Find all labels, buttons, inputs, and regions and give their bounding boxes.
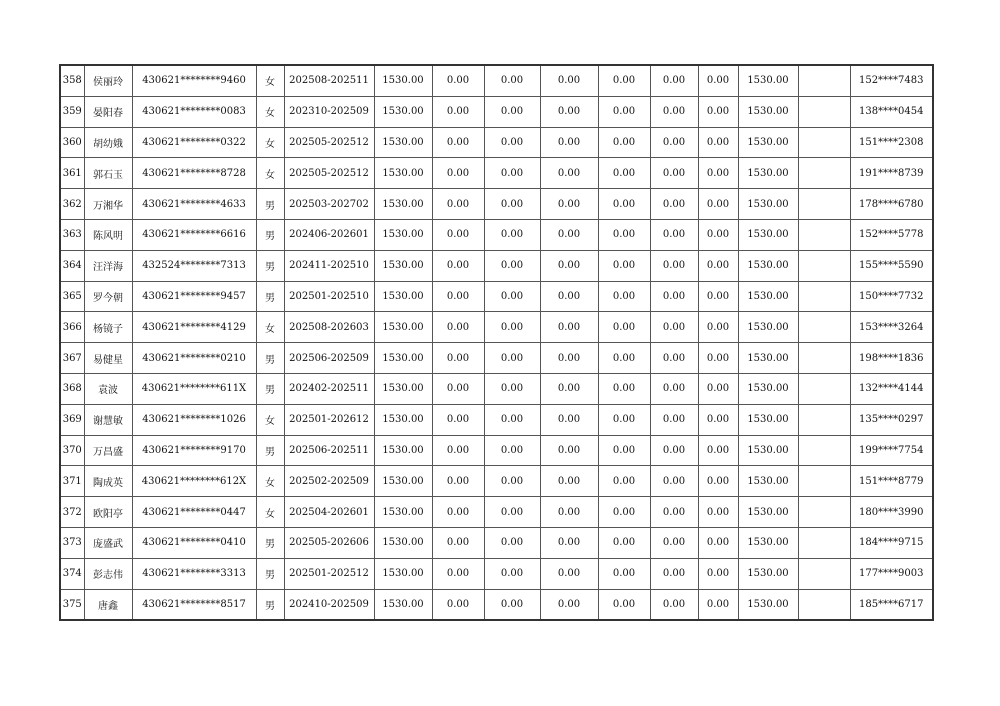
serial-number-cell: 364 [60,250,84,281]
note-cell [798,281,850,312]
value-cell-3: 0.00 [540,158,598,189]
period-cell: 202502-202509 [284,466,374,497]
period-cell: 202503-202702 [284,189,374,220]
value-cell-1: 0.00 [432,250,484,281]
note-cell [798,558,850,589]
value-cell-6: 0.00 [698,558,738,589]
table-row [60,497,933,528]
name-cell: 唐鑫 [84,589,132,620]
phone-cell: 198****1836 [850,343,933,374]
id-number-cell: 430621********0210 [132,343,256,374]
value-cell-1: 0.00 [432,527,484,558]
gender-cell: 男 [256,219,284,250]
value-cell-1: 0.00 [432,158,484,189]
period-cell: 202411-202510 [284,250,374,281]
note-cell [798,250,850,281]
phone-cell: 152****5778 [850,219,933,250]
total-cell: 1530.00 [738,189,798,220]
note-cell [798,466,850,497]
value-cell-2: 0.00 [484,373,540,404]
amount-cell: 1530.00 [374,127,432,158]
id-number-cell: 430621********611X [132,373,256,404]
amount-cell: 1530.00 [374,96,432,127]
value-cell-2: 0.00 [484,589,540,620]
value-cell-3: 0.00 [540,189,598,220]
value-cell-1: 0.00 [432,497,484,528]
name-cell: 万昌盛 [84,435,132,466]
serial-number-cell: 366 [60,312,84,343]
amount-cell: 1530.00 [374,158,432,189]
note-cell [798,373,850,404]
value-cell-5: 0.00 [650,189,698,220]
value-cell-3: 0.00 [540,343,598,374]
period-cell: 202508-202603 [284,312,374,343]
name-cell: 庞盛武 [84,527,132,558]
phone-cell: 155****5590 [850,250,933,281]
id-number-cell: 430621********6616 [132,219,256,250]
value-cell-1: 0.00 [432,127,484,158]
note-cell [798,343,850,374]
total-cell: 1530.00 [738,96,798,127]
value-cell-3: 0.00 [540,373,598,404]
subsidy-roster-table [59,64,934,621]
table-row [60,312,933,343]
value-cell-2: 0.00 [484,497,540,528]
phone-cell: 199****7754 [850,435,933,466]
value-cell-6: 0.00 [698,96,738,127]
value-cell-5: 0.00 [650,250,698,281]
total-cell: 1530.00 [738,527,798,558]
note-cell [798,158,850,189]
table-row [60,404,933,435]
value-cell-4: 0.00 [598,558,650,589]
gender-cell: 男 [256,527,284,558]
value-cell-1: 0.00 [432,281,484,312]
note-cell [798,65,850,96]
total-cell: 1530.00 [738,589,798,620]
phone-cell: 150****7732 [850,281,933,312]
amount-cell: 1530.00 [374,65,432,96]
value-cell-6: 0.00 [698,250,738,281]
period-cell: 202402-202511 [284,373,374,404]
value-cell-1: 0.00 [432,219,484,250]
value-cell-4: 0.00 [598,127,650,158]
amount-cell: 1530.00 [374,312,432,343]
value-cell-6: 0.00 [698,281,738,312]
value-cell-1: 0.00 [432,435,484,466]
value-cell-3: 0.00 [540,127,598,158]
amount-cell: 1530.00 [374,497,432,528]
table-row [60,343,933,374]
gender-cell: 女 [256,127,284,158]
value-cell-2: 0.00 [484,558,540,589]
id-number-cell: 430621********9170 [132,435,256,466]
gender-cell: 男 [256,250,284,281]
serial-number-cell: 361 [60,158,84,189]
value-cell-2: 0.00 [484,404,540,435]
id-number-cell: 430621********0322 [132,127,256,158]
name-cell: 万湘华 [84,189,132,220]
period-cell: 202501-202510 [284,281,374,312]
value-cell-1: 0.00 [432,466,484,497]
total-cell: 1530.00 [738,312,798,343]
value-cell-5: 0.00 [650,527,698,558]
name-cell: 袁波 [84,373,132,404]
table-row [60,466,933,497]
serial-number-cell: 359 [60,96,84,127]
value-cell-4: 0.00 [598,65,650,96]
value-cell-6: 0.00 [698,527,738,558]
value-cell-2: 0.00 [484,127,540,158]
id-number-cell: 430621********612X [132,466,256,497]
value-cell-2: 0.00 [484,96,540,127]
value-cell-4: 0.00 [598,466,650,497]
total-cell: 1530.00 [738,466,798,497]
name-cell: 胡幼娥 [84,127,132,158]
value-cell-1: 0.00 [432,589,484,620]
value-cell-2: 0.00 [484,312,540,343]
total-cell: 1530.00 [738,158,798,189]
note-cell [798,589,850,620]
amount-cell: 1530.00 [374,404,432,435]
table-row [60,373,933,404]
value-cell-2: 0.00 [484,527,540,558]
period-cell: 202504-202601 [284,497,374,528]
serial-number-cell: 373 [60,527,84,558]
value-cell-5: 0.00 [650,281,698,312]
phone-cell: 153****3264 [850,312,933,343]
total-cell: 1530.00 [738,373,798,404]
amount-cell: 1530.00 [374,589,432,620]
value-cell-1: 0.00 [432,343,484,374]
value-cell-4: 0.00 [598,189,650,220]
name-cell: 易健星 [84,343,132,374]
amount-cell: 1530.00 [374,558,432,589]
period-cell: 202505-202512 [284,158,374,189]
phone-cell: 178****6780 [850,189,933,220]
value-cell-4: 0.00 [598,250,650,281]
table-row [60,281,933,312]
value-cell-5: 0.00 [650,65,698,96]
value-cell-6: 0.00 [698,343,738,374]
note-cell [798,404,850,435]
table-row [60,250,933,281]
total-cell: 1530.00 [738,435,798,466]
note-cell [798,219,850,250]
value-cell-5: 0.00 [650,558,698,589]
period-cell: 202505-202512 [284,127,374,158]
total-cell: 1530.00 [738,65,798,96]
value-cell-2: 0.00 [484,435,540,466]
period-cell: 202508-202511 [284,65,374,96]
amount-cell: 1530.00 [374,435,432,466]
value-cell-1: 0.00 [432,65,484,96]
value-cell-4: 0.00 [598,219,650,250]
value-cell-4: 0.00 [598,343,650,374]
value-cell-5: 0.00 [650,127,698,158]
value-cell-4: 0.00 [598,435,650,466]
name-cell: 欧阳亭 [84,497,132,528]
amount-cell: 1530.00 [374,250,432,281]
value-cell-6: 0.00 [698,497,738,528]
note-cell [798,497,850,528]
value-cell-5: 0.00 [650,96,698,127]
name-cell: 晏阳春 [84,96,132,127]
value-cell-3: 0.00 [540,281,598,312]
value-cell-2: 0.00 [484,158,540,189]
period-cell: 202506-202509 [284,343,374,374]
value-cell-3: 0.00 [540,435,598,466]
value-cell-1: 0.00 [432,312,484,343]
table-row [60,158,933,189]
table-row [60,189,933,220]
name-cell: 郭石玉 [84,158,132,189]
phone-cell: 184****9715 [850,527,933,558]
value-cell-5: 0.00 [650,343,698,374]
value-cell-6: 0.00 [698,65,738,96]
phone-cell: 135****0297 [850,404,933,435]
value-cell-2: 0.00 [484,281,540,312]
phone-cell: 151****8779 [850,466,933,497]
value-cell-2: 0.00 [484,250,540,281]
value-cell-1: 0.00 [432,404,484,435]
value-cell-6: 0.00 [698,219,738,250]
value-cell-2: 0.00 [484,219,540,250]
value-cell-4: 0.00 [598,281,650,312]
total-cell: 1530.00 [738,281,798,312]
note-cell [798,312,850,343]
value-cell-6: 0.00 [698,373,738,404]
serial-number-cell: 365 [60,281,84,312]
serial-number-cell: 370 [60,435,84,466]
phone-cell: 138****0454 [850,96,933,127]
gender-cell: 女 [256,497,284,528]
value-cell-5: 0.00 [650,158,698,189]
table-row [60,527,933,558]
value-cell-3: 0.00 [540,404,598,435]
value-cell-6: 0.00 [698,404,738,435]
amount-cell: 1530.00 [374,343,432,374]
value-cell-3: 0.00 [540,250,598,281]
value-cell-5: 0.00 [650,404,698,435]
value-cell-4: 0.00 [598,312,650,343]
gender-cell: 女 [256,65,284,96]
value-cell-5: 0.00 [650,435,698,466]
name-cell: 彭志伟 [84,558,132,589]
value-cell-2: 0.00 [484,65,540,96]
period-cell: 202410-202509 [284,589,374,620]
total-cell: 1530.00 [738,250,798,281]
table-row [60,589,933,620]
table-row [60,558,933,589]
table-row [60,96,933,127]
value-cell-1: 0.00 [432,189,484,220]
value-cell-3: 0.00 [540,589,598,620]
id-number-cell: 430621********9457 [132,281,256,312]
note-cell [798,127,850,158]
amount-cell: 1530.00 [374,281,432,312]
serial-number-cell: 367 [60,343,84,374]
id-number-cell: 430621********4633 [132,189,256,220]
period-cell: 202506-202511 [284,435,374,466]
gender-cell: 男 [256,558,284,589]
period-cell: 202501-202512 [284,558,374,589]
id-number-cell: 430621********4129 [132,312,256,343]
value-cell-5: 0.00 [650,219,698,250]
name-cell: 侯丽玲 [84,65,132,96]
value-cell-5: 0.00 [650,312,698,343]
value-cell-3: 0.00 [540,219,598,250]
value-cell-3: 0.00 [540,527,598,558]
value-cell-3: 0.00 [540,312,598,343]
value-cell-4: 0.00 [598,373,650,404]
value-cell-3: 0.00 [540,466,598,497]
name-cell: 罗今朝 [84,281,132,312]
id-number-cell: 430621********8728 [132,158,256,189]
gender-cell: 男 [256,343,284,374]
amount-cell: 1530.00 [374,466,432,497]
table-row [60,127,933,158]
period-cell: 202310-202509 [284,96,374,127]
value-cell-5: 0.00 [650,497,698,528]
value-cell-6: 0.00 [698,158,738,189]
serial-number-cell: 369 [60,404,84,435]
value-cell-1: 0.00 [432,558,484,589]
value-cell-4: 0.00 [598,589,650,620]
value-cell-3: 0.00 [540,96,598,127]
serial-number-cell: 371 [60,466,84,497]
gender-cell: 女 [256,466,284,497]
value-cell-4: 0.00 [598,527,650,558]
phone-cell: 177****9003 [850,558,933,589]
serial-number-cell: 363 [60,219,84,250]
value-cell-2: 0.00 [484,343,540,374]
serial-number-cell: 358 [60,65,84,96]
gender-cell: 女 [256,312,284,343]
name-cell: 汪洋海 [84,250,132,281]
total-cell: 1530.00 [738,219,798,250]
id-number-cell: 432524********7313 [132,250,256,281]
phone-cell: 185****6717 [850,589,933,620]
period-cell: 202501-202612 [284,404,374,435]
gender-cell: 男 [256,189,284,220]
amount-cell: 1530.00 [374,373,432,404]
note-cell [798,189,850,220]
phone-cell: 151****2308 [850,127,933,158]
serial-number-cell: 362 [60,189,84,220]
serial-number-cell: 375 [60,589,84,620]
name-cell: 谢慧敏 [84,404,132,435]
value-cell-2: 0.00 [484,466,540,497]
total-cell: 1530.00 [738,404,798,435]
total-cell: 1530.00 [738,127,798,158]
phone-cell: 152****7483 [850,65,933,96]
id-number-cell: 430621********0410 [132,527,256,558]
value-cell-3: 0.00 [540,558,598,589]
period-cell: 202406-202601 [284,219,374,250]
table-row [60,65,933,96]
gender-cell: 女 [256,158,284,189]
amount-cell: 1530.00 [374,189,432,220]
value-cell-3: 0.00 [540,65,598,96]
value-cell-6: 0.00 [698,466,738,497]
value-cell-6: 0.00 [698,312,738,343]
name-cell: 杨镜子 [84,312,132,343]
value-cell-5: 0.00 [650,589,698,620]
value-cell-4: 0.00 [598,158,650,189]
phone-cell: 132****4144 [850,373,933,404]
id-number-cell: 430621********0083 [132,96,256,127]
note-cell [798,527,850,558]
value-cell-1: 0.00 [432,373,484,404]
serial-number-cell: 372 [60,497,84,528]
table-row [60,435,933,466]
serial-number-cell: 368 [60,373,84,404]
period-cell: 202505-202606 [284,527,374,558]
total-cell: 1530.00 [738,558,798,589]
gender-cell: 男 [256,373,284,404]
table-row [60,219,933,250]
gender-cell: 女 [256,404,284,435]
total-cell: 1530.00 [738,343,798,374]
phone-cell: 180****3990 [850,497,933,528]
gender-cell: 男 [256,589,284,620]
amount-cell: 1530.00 [374,527,432,558]
serial-number-cell: 374 [60,558,84,589]
name-cell: 陶成英 [84,466,132,497]
name-cell: 陈风明 [84,219,132,250]
value-cell-1: 0.00 [432,96,484,127]
id-number-cell: 430621********0447 [132,497,256,528]
phone-cell: 191****8739 [850,158,933,189]
value-cell-2: 0.00 [484,189,540,220]
value-cell-6: 0.00 [698,435,738,466]
value-cell-5: 0.00 [650,466,698,497]
gender-cell: 男 [256,281,284,312]
id-number-cell: 430621********9460 [132,65,256,96]
id-number-cell: 430621********8517 [132,589,256,620]
id-number-cell: 430621********1026 [132,404,256,435]
gender-cell: 男 [256,435,284,466]
note-cell [798,435,850,466]
value-cell-4: 0.00 [598,96,650,127]
total-cell: 1530.00 [738,497,798,528]
roster-body [60,65,933,620]
value-cell-6: 0.00 [698,189,738,220]
id-number-cell: 430621********3313 [132,558,256,589]
value-cell-5: 0.00 [650,373,698,404]
gender-cell: 女 [256,96,284,127]
value-cell-3: 0.00 [540,497,598,528]
value-cell-6: 0.00 [698,589,738,620]
value-cell-4: 0.00 [598,497,650,528]
value-cell-4: 0.00 [598,404,650,435]
serial-number-cell: 360 [60,127,84,158]
amount-cell: 1530.00 [374,219,432,250]
note-cell [798,96,850,127]
value-cell-6: 0.00 [698,127,738,158]
